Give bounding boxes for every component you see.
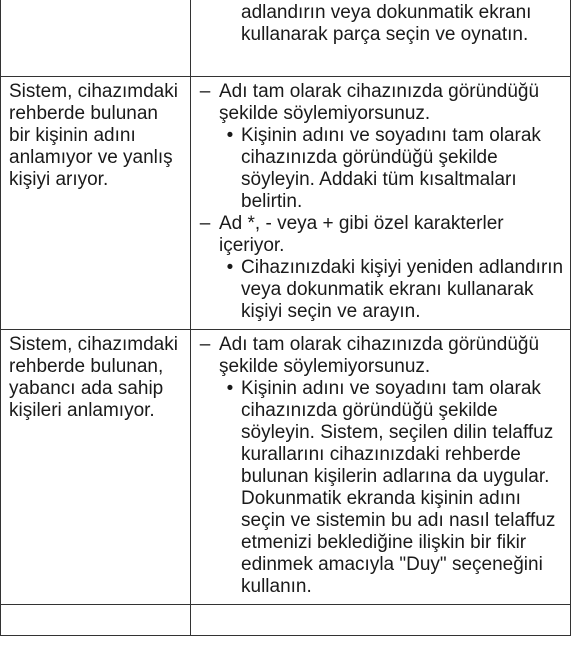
table-row [1,77,571,330]
cause-text: Adı tam olarak cihazınızda göründüğü şekilde söylemiyorsunuz. [219,334,540,377]
bullet-marker: • [226,125,234,146]
solution-text-continued: adlandırın veya dokunmatik ekranı kullanarak parça seçin ve oynatın. [241,2,532,45]
table-row [1,330,571,605]
dash-marker: – [199,213,211,234]
solution-text: Kişinin adını ve soyadını tam olarak cihazınızda göründüğü şekilde söyleyin. Addaki tüm kısaltmaları belirtin. [241,125,541,212]
cause-item [191,334,566,378]
dash-marker: – [199,334,211,355]
problem-cell [1,77,191,330]
problem-cell [1,0,191,77]
cause-text: Adı tam olarak cihazınızda göründüğü şekilde söylemiyorsunuz. [219,81,540,124]
bullet-marker: • [226,257,234,278]
problem-text: Sistem, cihazımdaki rehberde bulunan bir kişinin adını anlamıyor ve yanlış kişiyi arıyor. [9,81,178,190]
bullet-marker: • [226,378,234,399]
solution-cell [191,330,571,605]
problem-text: Sistem, cihazımdaki rehberde bulunan, yabancı ada sahip kişileri anlamıyor. [9,334,178,421]
cause-text: Ad *, - veya + gibi özel karakterler içeriyor. [219,213,504,256]
solution-item [219,378,566,598]
table-row [1,0,571,77]
table-row [1,605,571,636]
cause-item [191,213,566,257]
solution-text: Kişinin adını ve soyadını tam olarak cihazınızda göründüğü şekilde söyleyin. Sistem, seçilen dilin telaffuz kurallarını cihazınızdaki rehberde bulunan kişilerin adlarına da uygular. Dokunmatik ekranda kişinin adını seçin ve sistemin bu adı nasıl telaffuz etmenizi beklediğine ilişkin bir fikir edinmek amacıyla "Duy" seçeneğini kullanın. [241,378,556,597]
solution-item [219,125,566,213]
solution-cell [191,605,571,636]
dash-marker: – [199,81,211,102]
problem-cell [1,330,191,605]
solution-text: Cihazınızdaki kişiyi yeniden adlandırın veya dokunmatik ekranı kullanarak kişiyi seçin ve arayın. [241,257,564,322]
problem-cell [1,605,191,636]
solution-cell [191,77,571,330]
solution-item [219,257,566,323]
cause-item [191,81,566,125]
solution-cell [191,0,571,77]
